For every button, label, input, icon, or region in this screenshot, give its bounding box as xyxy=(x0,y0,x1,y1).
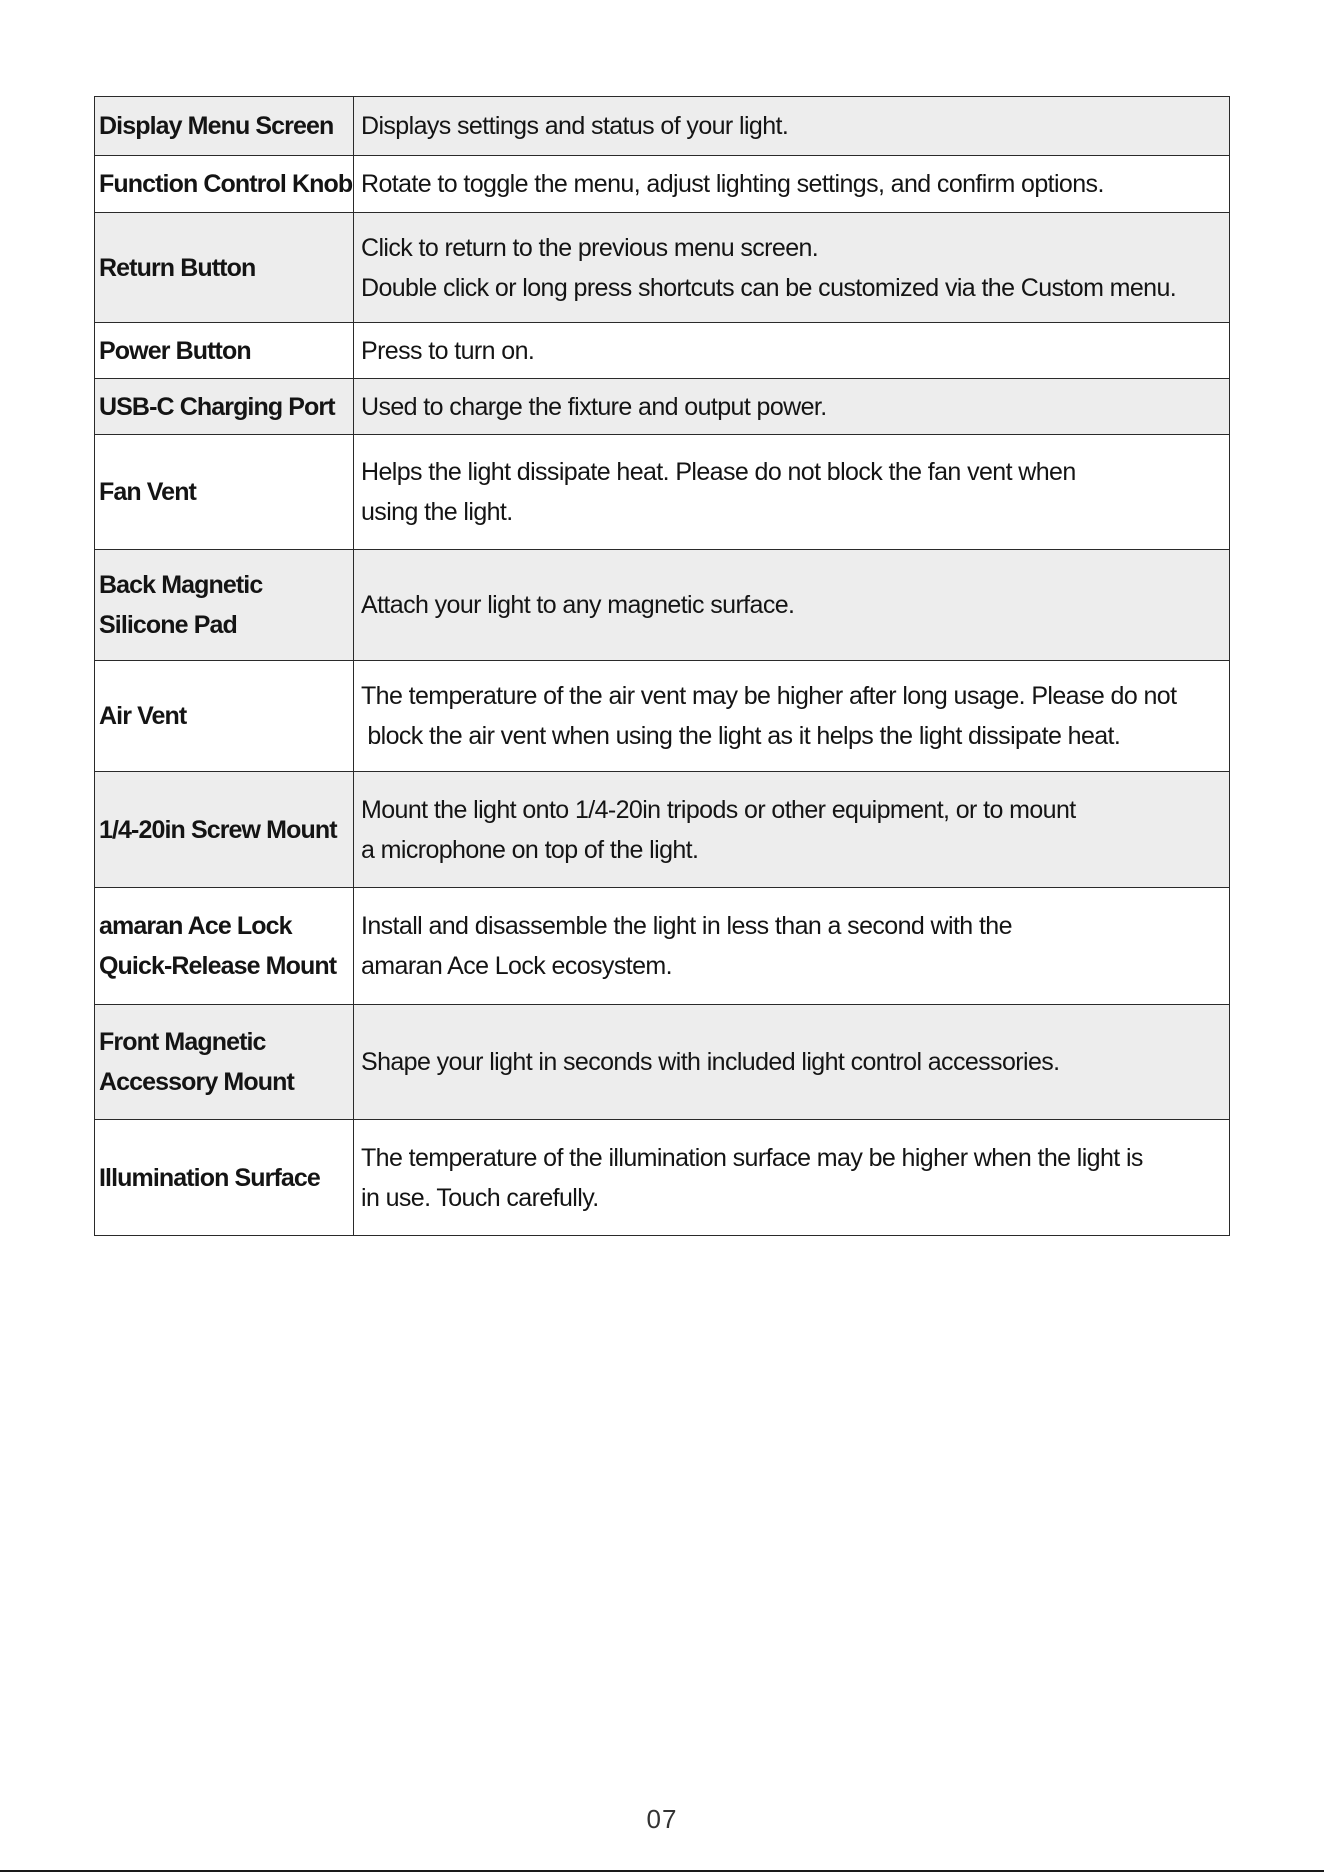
table-row-function-control-knob xyxy=(95,156,1230,213)
table-row-display-menu-screen xyxy=(95,97,1230,156)
term-cell xyxy=(95,97,354,156)
description-cell xyxy=(354,888,1230,1005)
term-cell xyxy=(95,323,354,379)
term-text: Front Magnetic xyxy=(99,1028,266,1056)
description-text: in use. Touch carefully. xyxy=(361,1183,599,1212)
description-text: amaran Ace Lock ecosystem. xyxy=(361,952,672,980)
description-cell xyxy=(354,772,1230,888)
table-row-ace-lock-quick-release-mount xyxy=(95,888,1230,1005)
spec-table xyxy=(94,96,1230,1236)
term-cell xyxy=(95,550,354,661)
term-text: Air Vent xyxy=(99,702,187,730)
description-cell xyxy=(354,550,1230,661)
spec-table-body xyxy=(95,97,1230,1236)
description-cell xyxy=(354,97,1230,156)
description-text: Attach your light to any magnetic surface. xyxy=(361,591,795,619)
description-text: block the air vent when using the light as it helps the light dissipate heat. xyxy=(361,722,1121,750)
description-text: a microphone on top of the light. xyxy=(361,835,699,864)
description-text: Displays settings and status of your light. xyxy=(361,112,789,140)
term-text: amaran Ace Lock xyxy=(99,912,292,940)
table-row-fan-vent xyxy=(95,435,1230,550)
term-text: Quick-Release Mount xyxy=(99,952,337,980)
table-row-screw-mount xyxy=(95,772,1230,888)
description-text: Install and disassemble the light in less than a second with the xyxy=(361,912,1012,940)
term-text: USB-C Charging Port xyxy=(99,392,335,421)
description-cell xyxy=(354,1005,1230,1120)
term-cell xyxy=(95,1005,354,1120)
table-row-back-magnetic-silicone-pad xyxy=(95,550,1230,661)
description-cell xyxy=(354,213,1230,323)
term-text: Back Magnetic xyxy=(99,571,263,599)
table-row-usb-c-charging-port xyxy=(95,379,1230,435)
table-row-front-magnetic-accessory-mount xyxy=(95,1005,1230,1120)
description-cell xyxy=(354,323,1230,379)
description-text: using the light. xyxy=(361,498,513,526)
term-text: 1/4-20in Screw Mount xyxy=(99,815,337,844)
table-row-power-button xyxy=(95,323,1230,379)
term-cell xyxy=(95,379,354,435)
description-cell xyxy=(354,156,1230,213)
table-row-air-vent xyxy=(95,661,1230,772)
term-text: Display Menu Screen xyxy=(99,112,334,140)
term-text: Function Control Knob xyxy=(99,170,353,198)
description-text: Helps the light dissipate heat. Please do not block the fan vent when xyxy=(361,458,1076,486)
description-text: Press to turn on. xyxy=(361,336,535,365)
term-text: Fan Vent xyxy=(99,478,196,506)
description-cell xyxy=(354,1120,1230,1236)
page-number: 07 xyxy=(646,1804,678,1834)
term-text: Accessory Mount xyxy=(99,1068,294,1096)
term-cell xyxy=(95,435,354,550)
term-text: Silicone Pad xyxy=(99,611,237,639)
description-text: Mount the light onto 1/4-20in tripods or other equipment, or to mount xyxy=(361,795,1076,824)
description-text: Double click or long press shortcuts can be customized via the Custom menu. xyxy=(361,273,1177,302)
term-cell xyxy=(95,661,354,772)
description-text: Used to charge the fixture and output power. xyxy=(361,392,827,421)
term-cell xyxy=(95,772,354,888)
term-text: Illumination Surface xyxy=(99,1163,320,1192)
table-row-illumination-surface xyxy=(95,1120,1230,1236)
description-text: Shape your light in seconds with included light control accessories. xyxy=(361,1048,1060,1076)
description-cell xyxy=(354,435,1230,550)
description-text: Click to return to the previous menu screen. xyxy=(361,233,819,262)
term-cell xyxy=(95,888,354,1005)
description-text: Rotate to toggle the menu, adjust lighting settings, and confirm options. xyxy=(361,170,1104,198)
description-text: The temperature of the air vent may be higher after long usage. Please do not xyxy=(361,682,1177,710)
description-text: The temperature of the illumination surface may be higher when the light is xyxy=(361,1143,1143,1172)
term-cell xyxy=(95,1120,354,1236)
description-cell xyxy=(354,661,1230,772)
term-text: Power Button xyxy=(99,336,251,365)
term-cell xyxy=(95,213,354,323)
table-row-return-button xyxy=(95,213,1230,323)
term-text: Return Button xyxy=(99,253,256,282)
description-cell xyxy=(354,379,1230,435)
term-cell xyxy=(95,156,354,213)
